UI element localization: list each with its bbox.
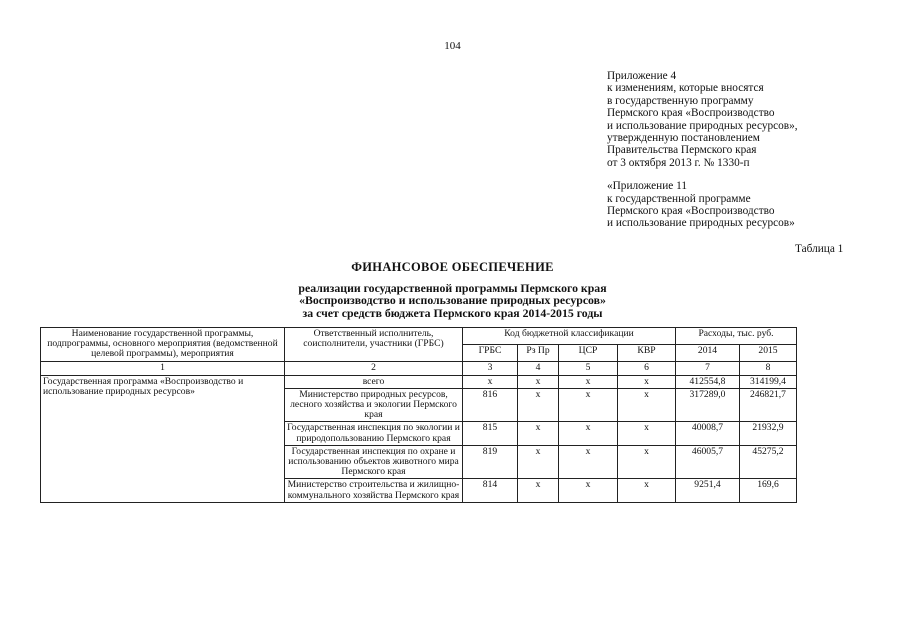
header-csr: ЦСР bbox=[559, 344, 618, 361]
expense-2014: 46005,7 bbox=[676, 445, 740, 479]
expense-2015: 169,6 bbox=[740, 479, 797, 502]
table-row bbox=[41, 375, 797, 388]
csr-cell: х bbox=[559, 479, 618, 502]
subtitle-line: «Воспроизводство и использование природных ресурсов» bbox=[299, 293, 606, 308]
column-number-row bbox=[41, 361, 797, 375]
appendix-line: Пермского края «Воспроизводство bbox=[607, 205, 775, 218]
column-number: 3 bbox=[463, 361, 518, 375]
column-number: 8 bbox=[740, 361, 797, 375]
column-number: 2 bbox=[285, 361, 463, 375]
executor: Государственная инспекция по охране и использованию объектов животного мира Пермского края bbox=[285, 445, 463, 479]
column-number: 1 bbox=[41, 361, 285, 375]
appendix-note bbox=[607, 70, 798, 230]
rzpr-cell: х bbox=[518, 375, 559, 388]
kvr-cell: х bbox=[618, 445, 676, 479]
subtitle-line: реализации государственной программы Пермского края bbox=[298, 281, 607, 295]
program-name: Государственная программа «Воспроизводство и использование природных ресурсов» bbox=[41, 375, 285, 502]
expense-2015: 45275,2 bbox=[740, 445, 797, 479]
header-executor: Ответственный исполнитель, соисполнители, участники (ГРБС) bbox=[285, 328, 463, 362]
executor: Министерство строительства и жилищно-коммунального хозяйства Пермского края bbox=[285, 479, 463, 502]
expense-2014: 317289,0 bbox=[676, 388, 740, 422]
table-label: Таблица 1 bbox=[795, 243, 844, 255]
csr-cell: х bbox=[559, 422, 618, 445]
csr-cell: х bbox=[559, 388, 618, 422]
appendix-line: в государственную программу bbox=[607, 94, 754, 107]
column-number: 4 bbox=[518, 361, 559, 375]
grbs-cell: 819 bbox=[463, 445, 518, 479]
grbs-cell: 815 bbox=[463, 422, 518, 445]
csr-cell: х bbox=[559, 375, 618, 388]
appendix-line: Правительства Пермского края bbox=[607, 144, 757, 157]
financing-table bbox=[40, 327, 797, 503]
kvr-cell: х bbox=[618, 479, 676, 502]
header-budget-code: Код бюджетной классификации bbox=[463, 328, 676, 345]
document-subtitle bbox=[0, 282, 905, 319]
grbs-cell: 816 bbox=[463, 388, 518, 422]
appendix-line: «Приложение 11 bbox=[607, 180, 687, 193]
grbs-cell: х bbox=[463, 375, 518, 388]
appendix-line: к изменениям, которые вносятся bbox=[607, 82, 764, 95]
column-number: 6 bbox=[618, 361, 676, 375]
header-kvr: КВР bbox=[618, 344, 676, 361]
appendix-line: утвержденную постановлением bbox=[607, 132, 760, 145]
expense-2015: 246821,7 bbox=[740, 388, 797, 422]
rzpr-cell: х bbox=[518, 445, 559, 479]
appendix-line: Пермского края «Воспроизводство bbox=[607, 107, 775, 120]
appendix-line: от 3 октября 2013 г. № 1330-п bbox=[607, 156, 750, 169]
rzpr-cell: х bbox=[518, 422, 559, 445]
rzpr-cell: х bbox=[518, 479, 559, 502]
column-number: 5 bbox=[559, 361, 618, 375]
header-expenses: Расходы, тыс. руб. bbox=[676, 328, 797, 345]
header-2015: 2015 bbox=[740, 344, 797, 361]
header-grbs: ГРБС bbox=[463, 344, 518, 361]
appendix-line: и использование природных ресурсов» bbox=[607, 217, 795, 230]
expense-2015: 21932,9 bbox=[740, 422, 797, 445]
kvr-cell: х bbox=[618, 422, 676, 445]
page-number: 104 bbox=[444, 40, 461, 52]
expense-2014: 412554,8 bbox=[676, 375, 740, 388]
header-2014: 2014 bbox=[676, 344, 740, 361]
table-header-row bbox=[41, 328, 797, 345]
appendix-line: Приложение 4 bbox=[607, 70, 677, 82]
executor: Государственная инспекция по экологии и природопользованию Пермского края bbox=[285, 422, 463, 445]
csr-cell: х bbox=[559, 445, 618, 479]
header-rzpr: Рз Пр bbox=[518, 344, 559, 361]
appendix-line: и использование природных ресурсов», bbox=[607, 119, 798, 132]
executor: всего bbox=[285, 375, 463, 388]
column-number: 7 bbox=[676, 361, 740, 375]
kvr-cell: х bbox=[618, 375, 676, 388]
expense-2015: 314199,4 bbox=[740, 375, 797, 388]
appendix-line: к государственной программе bbox=[607, 192, 751, 205]
expense-2014: 9251,4 bbox=[676, 479, 740, 502]
rzpr-cell: х bbox=[518, 388, 559, 422]
kvr-cell: х bbox=[618, 388, 676, 422]
grbs-cell: 814 bbox=[463, 479, 518, 502]
subtitle-line: за счет средств бюджета Пермского края 2014-2015 годы bbox=[302, 305, 603, 320]
expense-2014: 40008,7 bbox=[676, 422, 740, 445]
document-title: ФИНАНСОВОЕ ОБЕСПЕЧЕНИЕ bbox=[351, 260, 554, 274]
header-name: Наименование государственной программы, подпрограммы, основного мероприятия (ведомственной целевой программы), мероприятия bbox=[41, 328, 285, 362]
executor: Министерство природных ресурсов, лесного хозяйства и экологии Пермского края bbox=[285, 388, 463, 422]
